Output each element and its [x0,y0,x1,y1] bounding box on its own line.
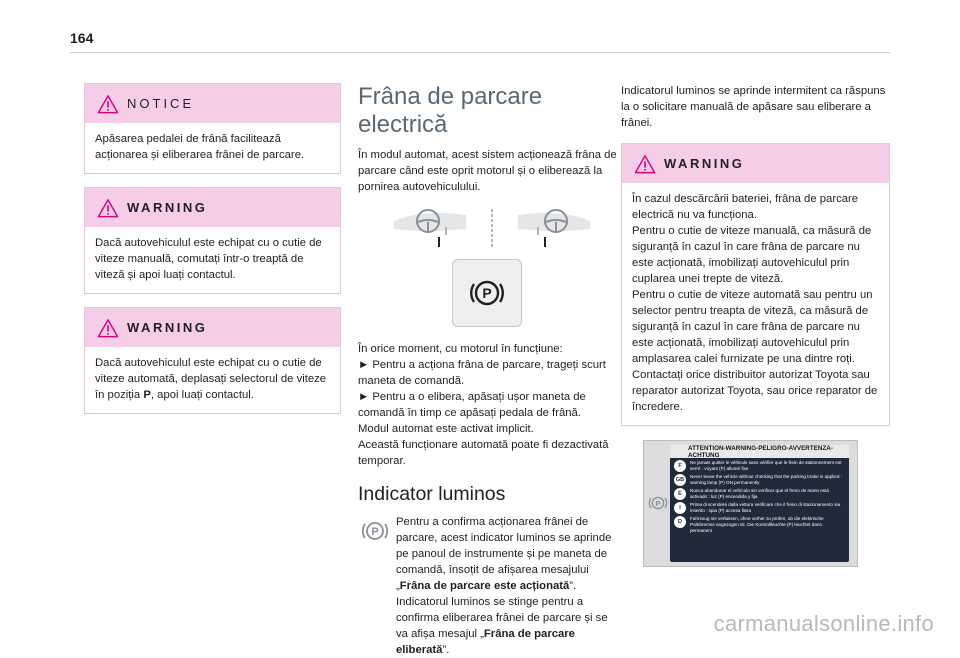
indicator-bold-1: Frâna de parcare este acționată [399,580,570,592]
flashing-indicator-text: Indicatorul luminos se aprinde intermitent ca răspuns la o solicitare manuală de apăsare sau eliberare a frânei. [621,85,886,129]
sticker-flag: D [674,516,686,528]
notice-text: Apăsarea pedalei de frână facilitează acționarea și eliberarea frânei de parcare. [95,133,305,161]
warning-label-1: WARNING [127,200,208,215]
notice-header [85,84,340,123]
parking-brake-icon [464,270,510,316]
indicator-section [358,514,618,658]
sticker-text: Nunca abandonar el vehículo sin verificar que el freno de mano está activado : luz (P) encendida y fija [690,488,829,499]
step-line: Această funcționare automată poate fi dezactivată temporar. [358,439,609,467]
warning-triangle-icon [97,94,119,114]
sticker-flag: E [674,488,686,500]
section-title: Frâna de parcare electrică [358,83,543,138]
warning-header-2 [85,308,340,347]
watermark: carmanualsonline.info [713,611,934,636]
sticker-row [674,488,845,500]
warning-text-2-pre: Dacă autovehiculul este echipat cu o cutie de viteze automată, deplasați selectorul de viteze în poziția [95,357,327,401]
step-line: În orice moment, cu motorul în funcțiune: [358,343,563,355]
control-lever-illustration [358,207,618,251]
sticker-row [674,516,845,534]
warning-text-2-post: , apoi luați contactul. [150,389,254,401]
warning-triangle-icon [634,154,656,174]
steps-text [358,341,618,469]
indicator-text-4: ”. [442,644,450,656]
indicator-text-3: Indicatorul luminos se stinge pentru a confirma eliberarea frânei de parcare și se va afișa mesajul „ [396,596,608,640]
parking-brake-icon [358,514,392,548]
sticker-flag: F [674,460,686,472]
sticker-flag: GB [674,474,686,486]
column-1 [84,83,341,427]
sticker-row [674,502,845,514]
warning-header-3 [622,144,889,183]
header-rule [70,52,890,53]
sticker-text: Ne jamais quitter le véhicule sans vérifier que le frein de stationnement est serré : voyant (P) allumé fixe [690,460,842,471]
indicator-bold-2: Frâna de parcare eliberată [396,628,575,656]
page-number: 164 [70,30,94,46]
warning-text-1: Dacă autovehiculul este echipat cu o cutie de viteze manuală, comutați într-o treaptă de viteză și apoi luați contactul. [95,237,322,281]
step-line: ► Pentru a o elibera, apăsați ușor maneta de comandă în timp ce apăsați pedala de frână. [358,391,586,419]
indicator-text-1: Pentru a confirma acționarea frânei de parcare, acest indicator luminos se aprinde pe panoul de instrumente și pe maneta de comandă, însoțit de afișarea mesajului „ [396,516,612,592]
steering-wheel-icon [392,207,592,251]
sticker-header: ATTENTION-WARNING-PELIGRO-AVVERTENZA-ACHTUNG [670,445,849,458]
indicator-title: Indicator luminos [358,483,506,505]
sticker-text: Never leave the vehicle without checking that the parking brake is applied : warning lamp (P) ON permanently [690,474,842,485]
warning-text-2 [85,347,340,413]
notice-label: NOTICE [127,96,195,111]
warning-line: Pentru o cutie de viteze manuală, ca măsură de siguranță în cazul în care frâna de parcare nu este acționată, imobilizați autovehiculul prin cuplarea unei trepte de viteză. [632,225,872,285]
sticker-text: Prima di scendere dalla vettura verificare che il freno di stazionamento sia inserito : spia (P) accesa fissa [690,502,841,513]
step-line: Modul automat este activat implicit. [358,423,534,435]
sticker-flag: I [674,502,686,514]
warning-line: În cazul descărcării bateriei, frâna de parcare electrică nu va funcționa. [632,193,859,221]
parking-brake-button-illustration [452,259,522,327]
warning-text-3 [622,183,889,425]
parking-brake-icon [646,491,670,515]
notice-box [84,83,341,174]
warning-label-2: WARNING [127,320,208,335]
warning-box-1 [84,187,341,294]
intro-text: În modul automat, acest sistem acționează frâna de parcare când este oprit motorul și o eliberează la pornirea autovehiculului. [358,149,617,193]
warning-triangle-icon [97,198,119,218]
indicator-text [396,514,618,658]
svg-text:P: P [482,285,492,301]
sticker-text: Fahrzeug nie verlassen, ohne vorher zu prüfen, ob die elektrische Parkbremse angezogen ist. Die Kontrollleuchte (P) leuchtet dann permanent [690,516,824,533]
svg-text:P: P [655,498,661,508]
warning-triangle-icon [97,318,119,338]
column-3 [621,83,890,567]
warning-text-2-bold: P [143,389,151,401]
warning-line: Pentru o cutie de viteze automată sau pentru un selector pentru treapta de viteză, ca măsură de siguranță în cazul în care frâna de parcare nu este acționată, imobilizați autovehiculul prin amplasarea calei furnizate pe una dintre roți. [632,289,873,365]
svg-text:P: P [371,526,379,538]
sticker-row [674,460,845,472]
warning-box-2 [84,307,341,414]
warning-header-1 [85,188,340,227]
warning-sticker [670,445,849,562]
indicator-text-2: ”. [569,580,577,592]
warning-line: Contactați orice distribuitor autorizat Toyota sau reparator autorizat Toyota, sau orice reparator de încredere. [632,369,878,413]
warning-label-3: WARNING [664,156,745,171]
sticker-row [674,474,845,486]
step-line: ► Pentru a acționa frâna de parcare, trageți scurt maneta de comandă. [358,359,606,387]
warning-label-photo [643,440,858,567]
warning-box-3 [621,143,890,426]
column-2 [358,83,618,658]
